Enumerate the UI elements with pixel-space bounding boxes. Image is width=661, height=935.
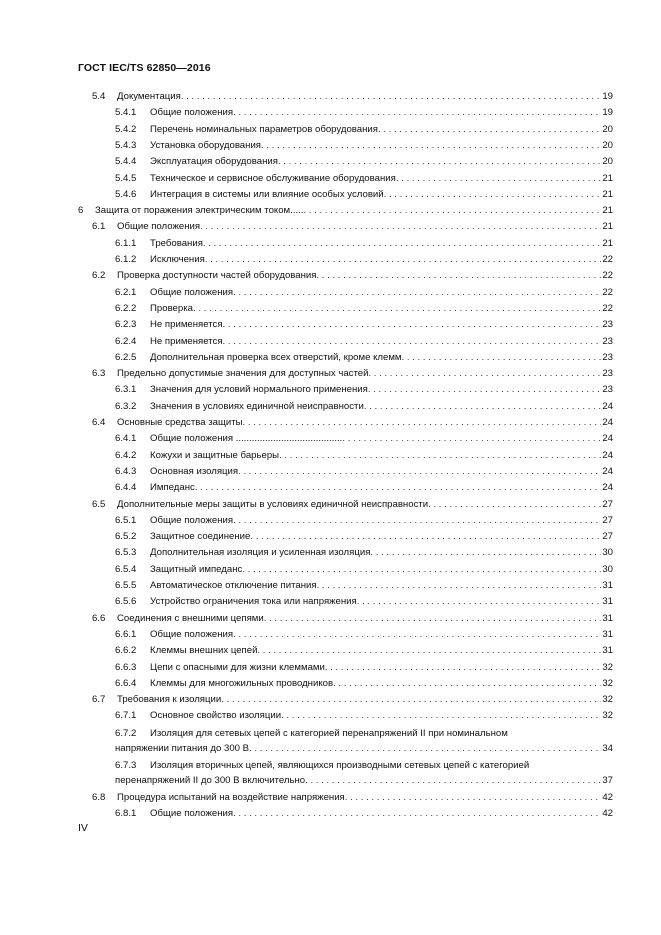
toc-entry-number: 6.6.3 xyxy=(115,661,137,673)
dot-leader xyxy=(396,173,602,185)
dot-leader xyxy=(357,596,602,608)
toc-entry-number: 6.7.1 xyxy=(115,710,137,722)
toc-entry-number: 6.4.3 xyxy=(115,465,137,477)
toc-entry-title: Документация xyxy=(117,91,181,102)
dot-leader xyxy=(181,91,601,103)
toc-entry-title-line-1 xyxy=(115,726,613,741)
toc-entry-page: 32 xyxy=(602,661,613,673)
toc-entry-title: Дополнительная изоляция и усиленная изоляция xyxy=(150,547,371,559)
toc-entry[interactable] xyxy=(115,189,613,201)
toc-entry-page: 34 xyxy=(602,742,613,754)
dot-leader xyxy=(233,107,601,119)
toc-entry-number: 6.3.1 xyxy=(115,384,137,396)
toc-entry[interactable] xyxy=(92,499,613,511)
toc-entry-title: Основные средства защиты xyxy=(117,417,243,428)
toc-entry-title: Автоматическое отключение питания xyxy=(150,580,317,591)
toc-entry-title: Защита от поражения электрическим током..... xyxy=(95,205,304,217)
toc-entry-number: 6.2 xyxy=(92,270,106,282)
toc-entry-title: Исключения xyxy=(150,254,205,265)
toc-entry[interactable] xyxy=(115,287,613,299)
toc-entry-number: 6.5 xyxy=(92,498,106,510)
toc-entry[interactable] xyxy=(115,384,613,396)
toc-entry-title: Цепи с опасными для жизни клеммами xyxy=(150,661,325,673)
toc-entry[interactable] xyxy=(115,173,613,185)
toc-entry-number: 6.4.2 xyxy=(115,449,137,461)
toc-entry-title: Общие положения xyxy=(150,107,234,119)
toc-entry-page: 19 xyxy=(602,91,613,102)
toc-entry-number: 6.5.4 xyxy=(115,563,137,575)
toc-entry-title: Изоляция для сетевых цепей с категорией перенапряжений II при номинальном xyxy=(150,727,508,739)
toc-entry-title: Дополнительная проверка всех отверстий, кроме клемм xyxy=(150,351,402,363)
dot-leader xyxy=(233,287,601,299)
toc-entry-number: 6.1 xyxy=(92,221,106,233)
dot-leader xyxy=(261,140,601,152)
toc-entry-page: 37 xyxy=(602,775,613,787)
dot-leader xyxy=(305,773,602,788)
toc-entry-title: Кожухи и защитные барьеры xyxy=(150,449,280,461)
toc-entry-page: 21 xyxy=(602,188,613,200)
dot-leader xyxy=(303,205,601,217)
toc-entry-number: 6.2.3 xyxy=(115,319,137,331)
toc-entry-page: 21 xyxy=(602,221,613,233)
toc-entry-page: 31 xyxy=(602,628,613,640)
toc-entry[interactable] xyxy=(115,808,613,820)
toc-entry[interactable] xyxy=(92,417,613,429)
dot-leader xyxy=(223,319,602,331)
toc-entry-page: 27 xyxy=(602,514,613,526)
dot-leader xyxy=(250,531,601,543)
toc-entry-number: 6.8.1 xyxy=(115,808,137,819)
toc-entry-title-line-2 xyxy=(115,773,613,788)
toc-entry[interactable] xyxy=(115,156,613,168)
toc-entry-number: 6.5.5 xyxy=(115,580,137,591)
toc-entry[interactable] xyxy=(115,107,613,119)
toc-entry[interactable] xyxy=(115,645,613,657)
toc-entry-page: 27 xyxy=(602,498,613,510)
toc-entry[interactable] xyxy=(115,662,613,674)
toc-entry-page: 31 xyxy=(602,612,613,624)
toc-entry[interactable] xyxy=(115,401,613,413)
toc-entry-number: 6.4.4 xyxy=(115,482,137,494)
toc-entry-page: 20 xyxy=(602,123,613,135)
dot-leader xyxy=(242,564,601,576)
dot-leader xyxy=(223,336,602,348)
dot-leader xyxy=(325,662,601,674)
toc-entry-title: Общие положения ........................................ xyxy=(150,433,343,445)
dot-leader xyxy=(249,741,602,756)
toc-entry-number: 6.3 xyxy=(92,368,106,380)
dot-leader xyxy=(205,254,602,266)
dot-leader xyxy=(233,629,601,641)
dot-leader xyxy=(195,482,601,494)
dot-leader xyxy=(384,189,602,201)
toc-entry-number: 6.5.3 xyxy=(115,547,137,559)
toc-entry-number: 6.2.1 xyxy=(115,286,137,298)
toc-entry-page: 24 xyxy=(602,482,613,494)
dot-leader xyxy=(378,124,601,136)
toc-entry-number: 5.4.2 xyxy=(115,123,137,135)
toc-entry[interactable] xyxy=(115,124,613,136)
toc-entry[interactable] xyxy=(115,547,613,559)
toc-entry-page: 31 xyxy=(602,596,613,608)
toc-entry-page: 23 xyxy=(602,384,613,396)
toc-entry-title: Интеграция в системы или влияние особых условий xyxy=(150,188,384,200)
toc-entry-title: Значения в условиях единичной неисправности xyxy=(150,400,364,412)
toc-entry-title: Основное свойство изоляции xyxy=(150,710,282,722)
toc-entry[interactable] xyxy=(115,596,613,608)
toc-entry[interactable] xyxy=(92,792,613,804)
toc-entry-number: 6.5.1 xyxy=(115,514,137,526)
toc-entry-title: Изоляция вторичных цепей, являющихся производными сетевых цепей с категорией xyxy=(150,760,530,772)
toc-entry-page: 42 xyxy=(602,791,613,803)
dot-leader xyxy=(233,808,601,820)
toc-entry-title: Значения для условий нормального применения xyxy=(150,384,368,396)
toc-entry-title-continued: напряжении питания до 300 В xyxy=(115,742,250,754)
toc-entry-page: 22 xyxy=(602,286,613,298)
toc-entry-page: 22 xyxy=(602,270,613,282)
toc-entry-page: 31 xyxy=(602,580,613,591)
toc-entry[interactable] xyxy=(115,678,613,690)
toc-entry-number: 6.6.2 xyxy=(115,645,137,657)
toc-entry-page: 20 xyxy=(602,156,613,168)
toc-entry-title: Техническое и сервисное обслуживание оборудования xyxy=(150,172,396,184)
dot-leader xyxy=(368,368,601,380)
toc-entry-page: 22 xyxy=(602,302,613,314)
toc-entry-number: 6.7.2 xyxy=(115,727,137,739)
toc-entry-page: 19 xyxy=(602,107,613,119)
toc-entry-number: 5.4.5 xyxy=(115,172,137,184)
toc-entry[interactable] xyxy=(92,91,613,103)
toc-entry[interactable] xyxy=(115,531,613,543)
toc-entry-number: 6.6.1 xyxy=(115,628,137,640)
toc-entry-title: Перечень номинальных параметров оборудования xyxy=(150,123,378,135)
toc-entry-title-line-1 xyxy=(115,758,613,773)
toc-entry-title: Клеммы внешних цепей xyxy=(150,645,258,657)
toc-entry-number: 5.4.1 xyxy=(115,107,137,119)
dot-leader xyxy=(333,678,601,690)
toc-entry-page: 21 xyxy=(602,237,613,249)
toc-entry[interactable] xyxy=(115,482,613,494)
dot-leader xyxy=(428,499,601,511)
toc-entry-page: 23 xyxy=(602,335,613,347)
toc-entry[interactable] xyxy=(115,564,613,576)
toc-entry-page: 21 xyxy=(602,205,613,217)
toc-entry-number: 6.4.1 xyxy=(115,433,137,445)
dot-leader xyxy=(193,303,601,315)
toc-entry-title: Не применяется xyxy=(150,335,223,347)
toc-entry-number: 6.6 xyxy=(92,612,106,624)
toc-entry[interactable] xyxy=(115,466,613,478)
dot-leader xyxy=(203,238,601,250)
toc-entry-number: 6.2.2 xyxy=(115,302,137,314)
toc-entry-page: 24 xyxy=(602,433,613,445)
toc-entry-title: Проверка xyxy=(150,302,193,314)
toc-entry-page: 31 xyxy=(602,645,613,657)
toc-entry[interactable] xyxy=(115,352,613,364)
toc-entry-page: 22 xyxy=(602,254,613,265)
toc-entry-number: 6 xyxy=(78,205,84,217)
toc-entry-number: 6.5.6 xyxy=(115,596,137,608)
toc-entry-page: 24 xyxy=(602,417,613,428)
toc-entry-title-line-2 xyxy=(115,741,613,756)
toc-entry-title: Требования к изоляции xyxy=(117,694,222,706)
toc-entry-number: 6.8 xyxy=(92,791,106,803)
toc-entry-page: 27 xyxy=(602,531,613,543)
toc-entry-page: 32 xyxy=(602,710,613,722)
dot-leader xyxy=(317,580,602,592)
toc-entry-page: 23 xyxy=(602,319,613,331)
toc-entry[interactable] xyxy=(115,238,613,250)
dot-leader xyxy=(233,515,601,527)
toc-entry-page: 21 xyxy=(602,172,613,184)
dot-leader xyxy=(279,450,601,462)
toc-entry-page: 24 xyxy=(602,465,613,477)
toc-entry-title: Основная изоляция xyxy=(150,465,239,477)
toc-entry[interactable] xyxy=(92,270,613,282)
dot-leader xyxy=(370,547,601,559)
toc-entry-title: Клеммы для многожильных проводников xyxy=(150,677,334,689)
toc-entry-number: 6.2.4 xyxy=(115,335,137,347)
toc-entry[interactable] xyxy=(92,613,613,625)
toc-entry-number: 6.2.5 xyxy=(115,351,137,363)
toc-entry-title: Общие положения xyxy=(150,286,234,298)
toc-entry-title: Общие положения xyxy=(150,808,234,819)
toc-entry-number: 6.7 xyxy=(92,694,106,706)
toc-entry-page: 30 xyxy=(602,563,613,575)
toc-entry-title: Эксплуатация оборудования xyxy=(150,156,278,168)
toc-entry-page: 42 xyxy=(602,808,613,819)
toc-entry[interactable] xyxy=(115,303,613,315)
toc-entry-title: Дополнительные меры защиты в условиях единичной неисправности xyxy=(117,498,429,510)
toc-entry-title: Защитный импеданс xyxy=(150,563,243,575)
toc-entry[interactable] xyxy=(115,433,613,445)
dot-leader xyxy=(368,384,601,396)
toc-entry-number: 5.4.4 xyxy=(115,156,137,168)
toc-entry-number: 5.4.3 xyxy=(115,139,137,151)
dot-leader xyxy=(264,613,602,625)
toc-entry[interactable] xyxy=(115,140,613,152)
dot-leader xyxy=(278,156,601,168)
toc-entry-number: 5.4.6 xyxy=(115,188,137,200)
toc-entry-number: 6.1.2 xyxy=(115,254,137,265)
toc-entry-page: 32 xyxy=(602,677,613,689)
toc-entry[interactable] xyxy=(78,205,613,217)
toc-entry[interactable] xyxy=(115,336,613,348)
dot-leader xyxy=(402,352,602,364)
toc-entry-title: Предельно допустимые значения для доступных частей xyxy=(117,368,369,380)
toc-entry-page: 23 xyxy=(602,351,613,363)
toc-entry-title: Общие положения xyxy=(150,514,234,526)
toc-entry-page: 23 xyxy=(602,368,613,380)
toc-entry-number: 6.6.4 xyxy=(115,677,137,689)
toc-entry-page: 24 xyxy=(602,449,613,461)
dot-leader xyxy=(243,417,602,429)
dot-leader xyxy=(200,221,601,233)
toc-entry-title: Общие положения xyxy=(150,628,234,640)
dot-leader xyxy=(364,401,602,413)
dot-leader xyxy=(345,792,602,804)
toc-entry-number: 6.3.2 xyxy=(115,400,137,412)
toc-entry[interactable] xyxy=(92,368,613,380)
toc-entry[interactable] xyxy=(92,221,613,233)
toc-entry[interactable] xyxy=(115,254,613,266)
toc-entry-page: 24 xyxy=(602,400,613,412)
toc-entry-title: Общие положения xyxy=(117,221,201,233)
toc-entry-page: 30 xyxy=(602,547,613,559)
dot-leader xyxy=(238,466,601,478)
toc-entry-page: 20 xyxy=(602,139,613,151)
toc-entry-title-continued: перенапряжений II до 300 В включительно xyxy=(115,775,306,787)
toc-entry-number: 6.5.2 xyxy=(115,531,137,543)
toc-entry[interactable] xyxy=(115,319,613,331)
toc-entry[interactable] xyxy=(92,694,613,706)
toc-entry-number: 6.7.3 xyxy=(115,760,137,772)
toc-entry-title: Устройство ограничения тока или напряжения xyxy=(150,596,357,608)
dot-leader xyxy=(316,270,601,282)
toc-entry-title: Защитное соединение xyxy=(150,531,251,543)
dot-leader xyxy=(342,433,601,445)
toc-entry[interactable] xyxy=(115,726,613,756)
toc-entry[interactable] xyxy=(115,450,613,462)
toc-entry[interactable] xyxy=(115,758,613,788)
toc-entry-title: Требования xyxy=(150,237,203,249)
toc-entry-title: Проверка доступности частей оборудования xyxy=(117,270,317,282)
toc-entry[interactable] xyxy=(115,710,613,722)
dot-leader xyxy=(257,645,601,657)
toc-entry[interactable] xyxy=(115,580,613,592)
dot-leader xyxy=(281,710,601,722)
toc-entry-title: Не применяется xyxy=(150,319,223,331)
toc-entry[interactable] xyxy=(115,515,613,527)
toc-entry-title: Процедура испытаний на воздействие напряжения xyxy=(117,791,345,803)
toc-entry[interactable] xyxy=(115,629,613,641)
dot-leader xyxy=(221,694,601,706)
toc-entry-number: 5.4 xyxy=(92,91,106,102)
toc-entry-number: 6.1.1 xyxy=(115,237,137,249)
toc-entry-title: Установка оборудования xyxy=(150,139,261,151)
page-number: IV xyxy=(78,822,88,834)
toc-entry-number: 6.4 xyxy=(92,417,106,428)
toc-entry-title: Импеданс xyxy=(150,482,195,494)
toc-entry-page: 32 xyxy=(602,694,613,706)
document-header: ГОСТ IEC/TS 62850—2016 xyxy=(78,62,211,74)
toc-entry-title: Соединения с внешними цепями xyxy=(117,612,264,624)
